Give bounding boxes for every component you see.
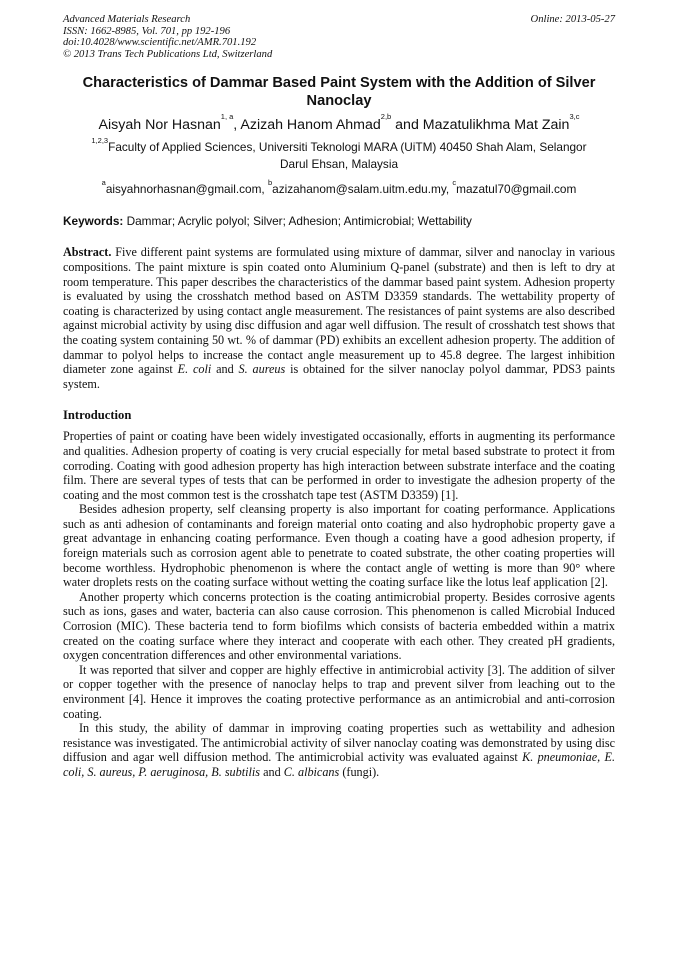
- journal-name: Advanced Materials Research: [63, 14, 191, 25]
- species-list: K. pneumoniae, E. coli, S. aureus, P. aeruginosa, B. subtilis: [63, 750, 615, 779]
- affiliation-line-2: Darul Ehsan, Malaysia: [279, 157, 399, 172]
- paper-title: Characteristics of Dammar Based Paint System with the Addition of Silver Nanoclay: [82, 75, 596, 110]
- author-superscript: 1, a: [220, 112, 234, 122]
- email-superscript: c: [452, 178, 457, 188]
- email-link: aisyahnorhasnan@gmail.com,: [105, 182, 268, 197]
- journal-doi: doi:10.4028/www.scientific.net/AMR.701.192: [63, 37, 257, 49]
- email-link: mazatul70@gmail.com: [456, 182, 577, 197]
- species-name: C. albicans: [283, 764, 340, 779]
- intro-paragraph: Besides adhesion property, self cleansing property is also important for coating performance. Applications such as anti adhesion of contaminants and foreign material onto coating and also hydrophobic property gave a great advantage in enhancing coating performance. Even though a coating have a good adhesion property, if foreign materials such as corrosion agent able to penetrate to coated substrate, the other coating properties will become worthless. Hydrophobic phenomenon is where the contact angle of wetting is more than 90° where water droplets rests on the coating surface without wetting the coating surface like the lotus leaf application [2].: [63, 502, 615, 590]
- email-link: azizahanom@salam.uitm.edu.my,: [272, 182, 453, 197]
- intro-paragraph: Another property which concerns protection is the coating antimicrobial property. Besides corrosive agents such as ions, gases and water, bacteria can also cause corrosion. This phenomenon is called Microbial Induced Corrosion (MIC). These bacteria tend to form biofilms which consists of bacteria embedded within a matrix created on the coating surface where they interact and cooperate with each other. They created pH gradients, oxygen concentration differences and other environmental variations.: [63, 589, 615, 663]
- journal-issn: ISSN: 1662-8985, Vol. 701, pp 192-196: [63, 25, 231, 37]
- abstract-text: and: [211, 362, 239, 377]
- abstract-text: Five different paint systems are formulated using mixture of dammar, silver and nanoclay in various compositions. The paint mixture is spin coated onto Aluminium Q-panel (substrate) and then is left to dry at room temperature. This paper describes the characteristics of the dammar based paint system. Adhesion property is evaluated by using the crosshatch method based on ASTM D3359 standards. The wettability property of coating is characterized by using contact angle measurement. The resistances of paint systems are also described against microbial activity by using disc diffusion and agar well diffusion. The result of crosshatch test shows that the coating system containing 50 wt. % of dammar (PD) exhibits an excellent adhesion property. The addition of dammar to polyol helps to increase the contact angle measurement up to 45.8 degree. The largest inhibition diameter zone against: [63, 245, 615, 377]
- author-emails: [63, 178, 615, 198]
- affiliation: [63, 136, 615, 173]
- keywords-text: Dammar; Acrylic polyol; Silver; Adhesion; Antimicrobial; Wettability: [123, 214, 472, 229]
- author-name: Azizah Hanom Ahmad: [240, 117, 381, 134]
- intro-paragraph: [63, 721, 615, 779]
- intro-paragraph: Properties of paint or coating have been widely investigated occasionally, efforts in augmenting its performance and qualities. Adhesion property of coating is very crucial especially for metal based substrate to protect it from corroding. Coating with good adhesion property has high interaction between substrate interface and the coating film. There are several types of tests that can be performed in order to investigate the adhesion property of the coating and the most common test is the crosshatch tape test (ASTM D3359) [1].: [63, 429, 615, 502]
- author-superscript: 3,c: [569, 112, 580, 122]
- journal-header: [63, 14, 615, 60]
- author-name: Mazatulikhma Mat Zain: [422, 117, 570, 134]
- affiliation-superscript: 1,2,3: [91, 136, 109, 146]
- affiliation-line-1: Faculty of Applied Sciences, Universiti Teknologi MARA (UiTM) 40450 Shah Alam, Selangor: [108, 140, 587, 155]
- keywords-label: Keywords:: [63, 214, 124, 229]
- email-superscript: b: [267, 178, 273, 188]
- paragraph-text: (fungi).: [339, 764, 380, 779]
- species-name: S. aureus: [238, 362, 286, 377]
- journal-copyright: © 2013 Trans Tech Publications Ltd, Switzerland: [63, 48, 273, 60]
- paper-page: [63, 14, 615, 780]
- section-heading-introduction: Introduction: [63, 408, 132, 423]
- species-name: E. coli: [177, 362, 212, 377]
- intro-paragraph: It was reported that silver and copper are highly effective in antimicrobial activity [3]. The addition of silver or copper together with the presence of nanoclay helps to trap and prevent silver from leaching out to the environment [4]. Hence it improves the coating protective performance as an antimicrobial and anti-corrosion coating.: [63, 662, 615, 721]
- author-superscript: 2,b: [380, 112, 392, 122]
- abstract-text: is obtained for the silver nanoclay polyol dammar, PDS3 paints system.: [63, 362, 615, 391]
- author-list: [63, 112, 615, 135]
- paragraph-text: and: [260, 764, 284, 779]
- author-name: Aisyah Nor Hasnan: [98, 117, 221, 134]
- author-separator: ,: [233, 117, 241, 134]
- online-date: Online: 2013-05-27: [530, 14, 615, 25]
- keywords: [63, 213, 615, 229]
- author-separator: and: [391, 117, 423, 134]
- abstract: [63, 245, 615, 391]
- paragraph-text: In this study, the ability of dammar in improving coating properties such as wettability and adhesion resistance was investigated. The antimicrobial activity of silver nanoclay coating was demonstrated by using disc diffusion and agar well diffusion method. The antimicrobial activity was evaluated against: [63, 721, 615, 765]
- email-superscript: a: [101, 178, 106, 188]
- abstract-label: Abstract.: [63, 245, 112, 260]
